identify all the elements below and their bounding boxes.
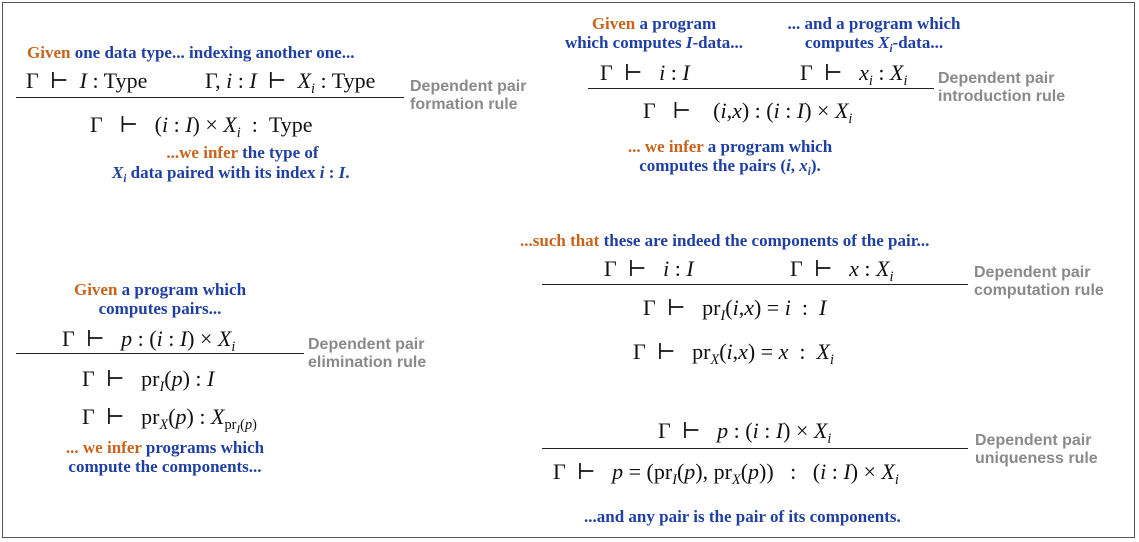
annotation-text: ... and a program which	[787, 14, 961, 33]
formation-rule-name: Dependent pair formation rule	[410, 78, 527, 113]
introduction-note-bottom: ... we infer a program which computes the pairs (i, $x_i$).	[627, 137, 833, 178]
uniqueness-rule-name: Dependent pair uniqueness rule	[975, 432, 1098, 467]
highlight-text: Given	[73, 280, 118, 299]
uniqueness-premise: Γ ⊢ p : (i : $I) \times X_i$	[658, 418, 832, 447]
formation-premise-left: Γ ⊢ I : Type	[26, 68, 148, 93]
annotation-text: ...and any pair is the pair of its components.	[584, 507, 901, 526]
annotation-text: a program which	[117, 280, 247, 299]
annotation-text: the type of	[237, 143, 319, 162]
highlight-text: Given	[591, 14, 636, 33]
formation-note-bottom-1	[100, 143, 385, 162]
introduction-premise-right: Γ ⊢ $x_i$ : $X_i$	[800, 60, 908, 89]
computation-premise-right: Γ ⊢ x : $X_i$	[790, 256, 894, 285]
uniqueness-inference-line	[542, 448, 968, 449]
annotation-text: programs which	[141, 438, 265, 457]
highlight-text: Given	[27, 43, 71, 62]
elimination-inference-line	[16, 353, 304, 354]
formation-conclusion: Γ ⊢ (i : $I) \times X_i$ : Type	[90, 112, 313, 141]
introduction-premise-left: Γ ⊢ i : I	[600, 60, 690, 85]
annotation-text: a program which	[703, 137, 833, 156]
annotation-text: computes pairs...	[98, 299, 222, 318]
formation-note-bottom-2: $X_i$ data paired with its index i : I.	[112, 163, 350, 185]
uniqueness-conclusion: Γ ⊢ $p = (pr_I(p)$, $pr_X(p)$) : (i : $I) \times X_i$	[553, 459, 899, 488]
elimination-premise: Γ ⊢ p : (i : $I) \times X_i$	[62, 326, 236, 355]
computation-conclusion-2: Γ ⊢ $pr_X(i,x) = x$ : $X_i$	[633, 339, 834, 368]
formation-note-top	[27, 43, 354, 62]
computation-note-top	[520, 231, 929, 250]
elimination-conclusion-1: Γ ⊢ $pr_I(p)$ : I	[82, 366, 215, 395]
annotation-text: one data type... indexing another one...	[70, 43, 355, 62]
highlight-text: ...such that	[520, 231, 600, 250]
elimination-note-bottom	[30, 438, 300, 476]
highlight-text: ...we infer	[166, 143, 238, 162]
introduction-note-top-right: ... and a program which computes $X_i$-data...	[787, 14, 961, 55]
computation-premise-left: Γ ⊢ i : I	[604, 256, 694, 281]
annotation-text: a program	[635, 14, 717, 33]
computation-inference-line	[542, 284, 968, 285]
highlight-text: ... we infer	[65, 438, 142, 457]
computation-rule-name: Dependent pair computation rule	[974, 264, 1104, 299]
annotation-text: these are indeed the components of the pair...	[599, 231, 930, 250]
introduction-inference-line	[588, 88, 934, 89]
annotation-text: compute the components...	[68, 457, 262, 476]
elimination-conclusion-2: Γ ⊢ $pr_X(p)$ : $X_{pr_I(p)}$	[82, 404, 257, 436]
formation-premise-right: Γ, i : I ⊢ $X_i$ : Type	[205, 68, 376, 97]
introduction-note-top-left: Given a program which computes I-data...	[564, 14, 744, 52]
introduction-conclusion: Γ ⊢ (i,x) : (i : $I) \times X_i$	[643, 98, 853, 127]
computation-conclusion-1: Γ ⊢ $pr_I(i,x) = i$ : I	[643, 295, 827, 324]
uniqueness-note-bottom	[584, 507, 901, 526]
introduction-rule-name: Dependent pair introduction rule	[938, 70, 1066, 105]
highlight-text: ... we infer	[627, 137, 704, 156]
formation-inference-line	[16, 97, 404, 98]
elimination-note-top	[40, 280, 280, 318]
elimination-rule-name: Dependent pair elimination rule	[308, 336, 427, 371]
